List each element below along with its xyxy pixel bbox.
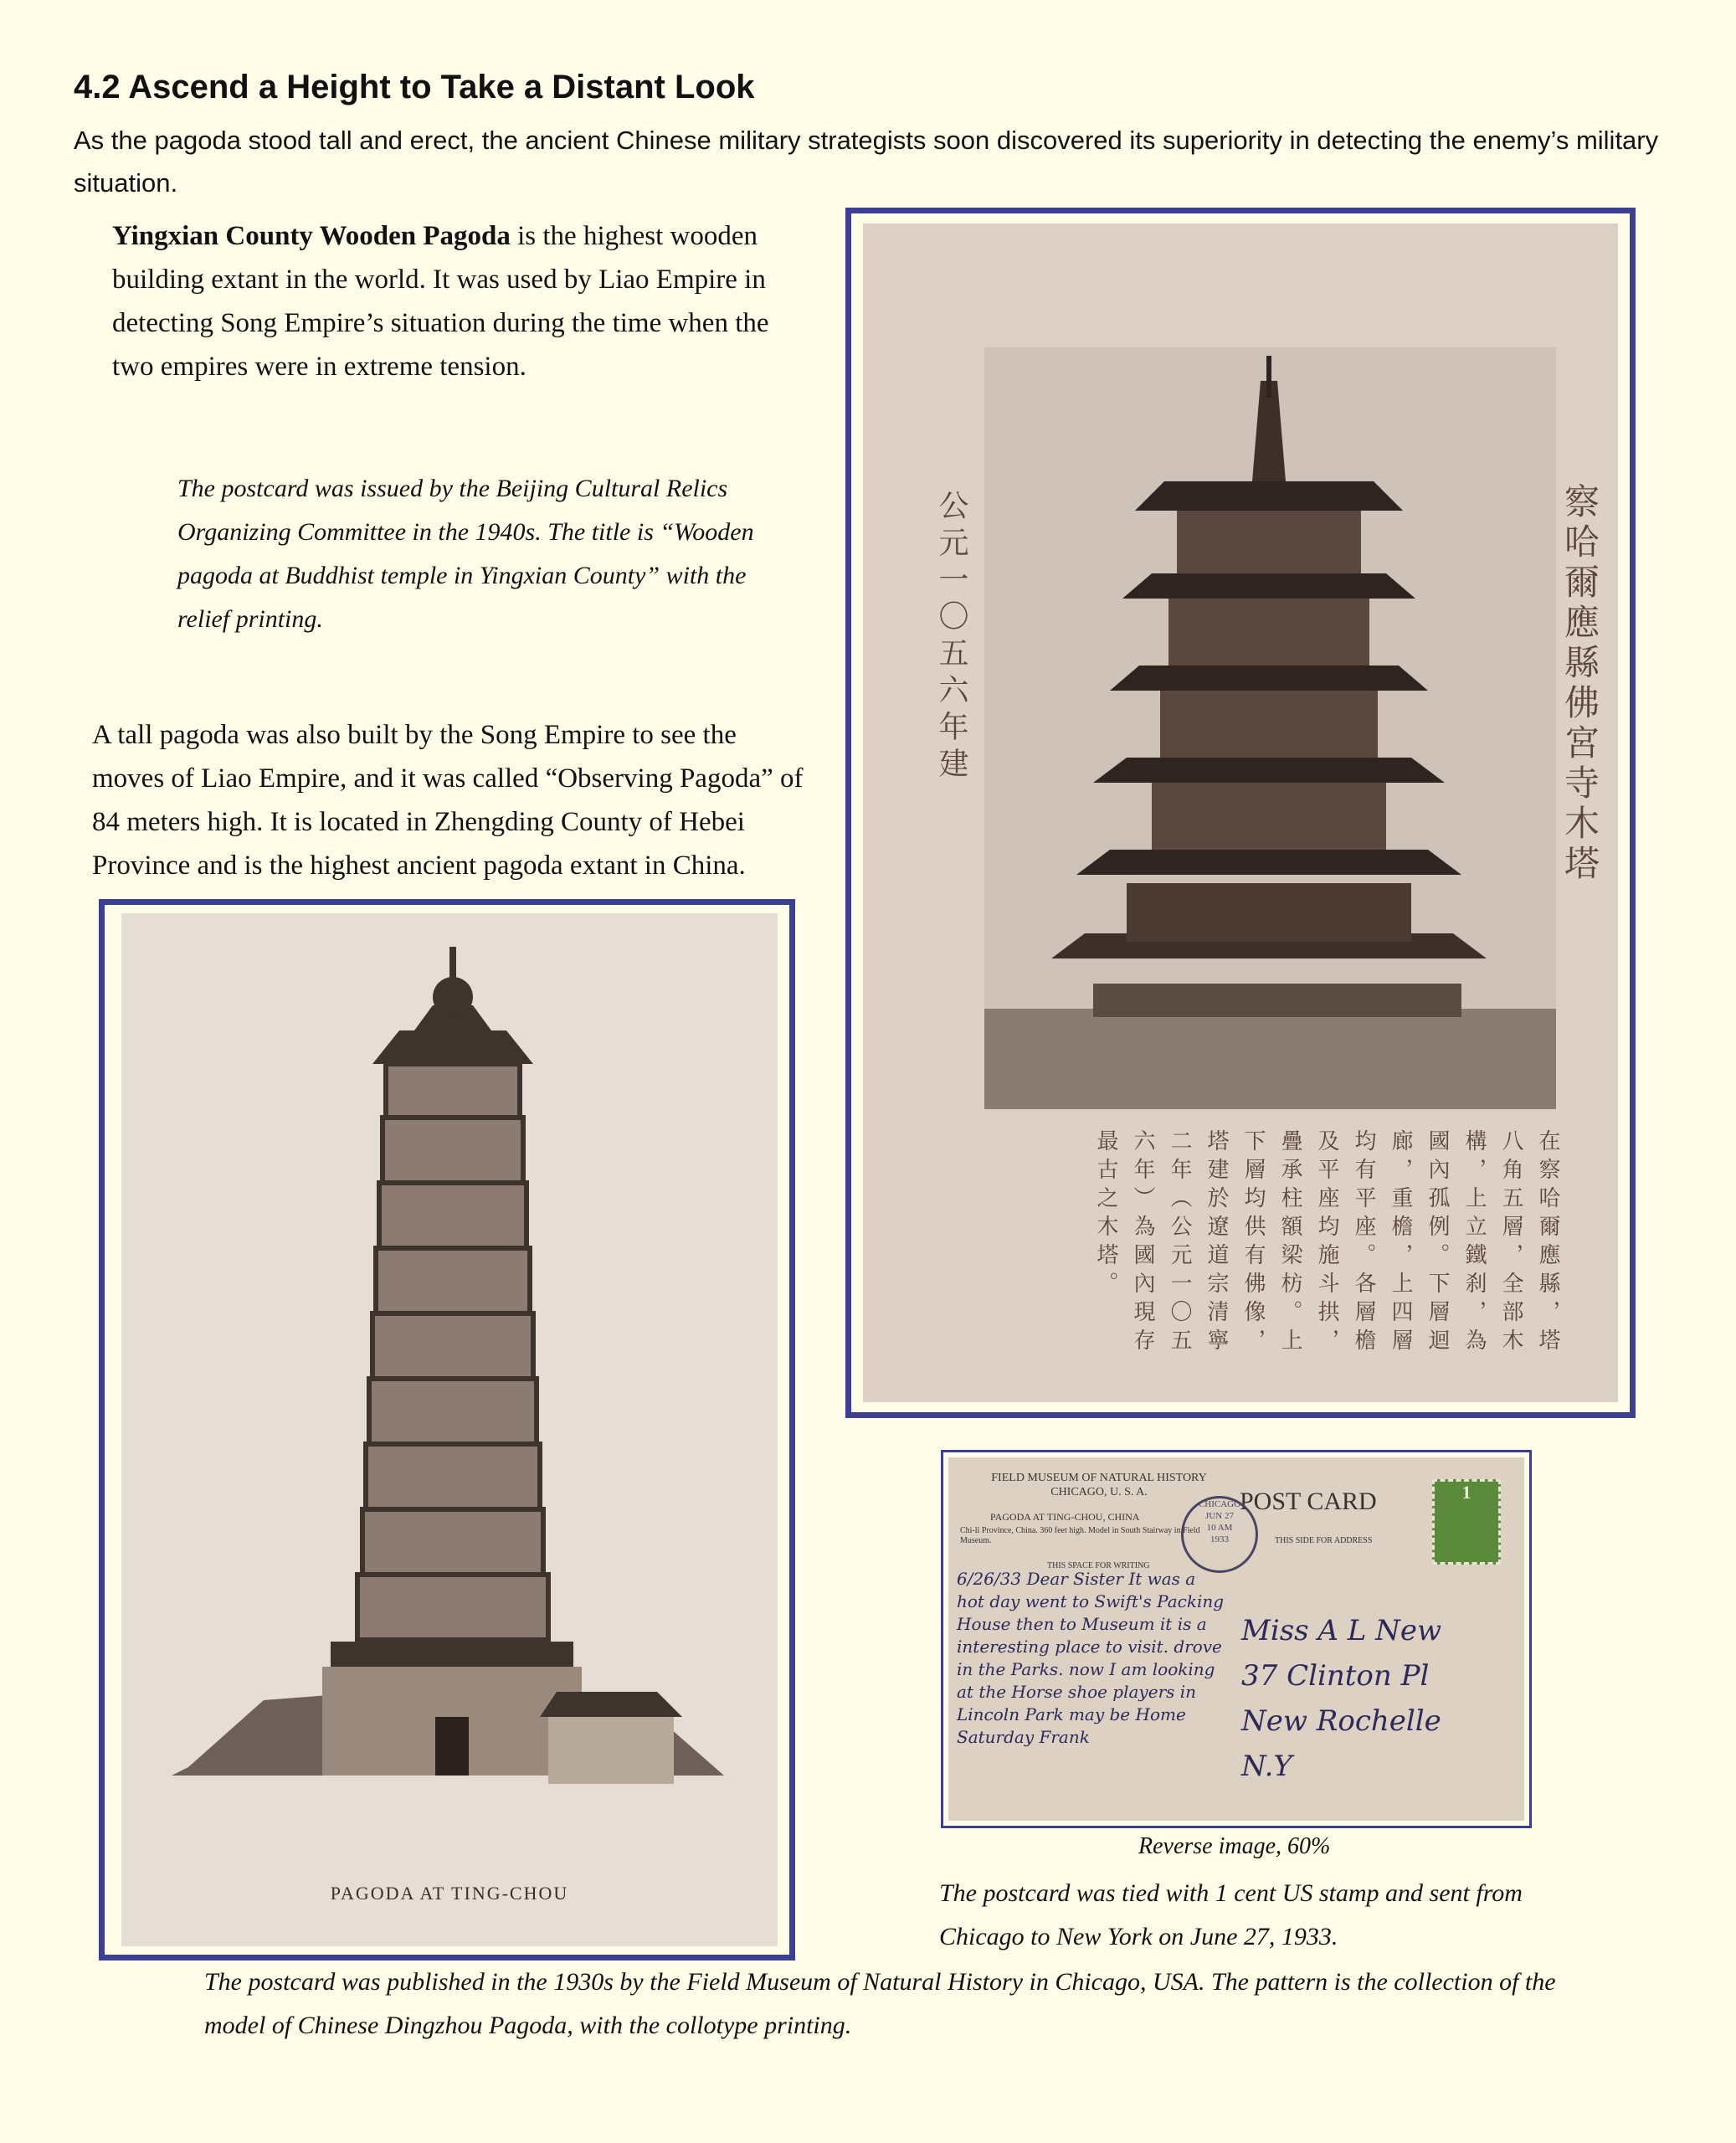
yingxian-name: Yingxian County Wooden Pagoda [112, 221, 511, 251]
dingzhou-caption: The postcard was published in the 1930s by the Field Museum of Natural History in Chicago, USA. The pattern is the collection of the model of Chinese Dingzhou Pagoda, with the collotype printing. [204, 1968, 1556, 2039]
yingxian-postcard-frame [845, 208, 1636, 1418]
postcard-year-chinese: 公元一〇五六年建 [934, 490, 968, 784]
yingxian-text: is the highest wooden building extant in the world. It was used by Liao Empire in detecting Song Empire’s situation during the time when the two empires were in extreme tension. [112, 221, 769, 382]
yingxian-paragraph [112, 214, 815, 388]
wooden-pagoda-illustration [984, 347, 1556, 1109]
reverse-postcard [948, 1457, 1524, 1821]
stamp-icon: 1 [1432, 1479, 1501, 1565]
reverse-postcard-frame [941, 1450, 1532, 1828]
dingzhou-photo-title: PAGODA AT TING-CHOU [330, 1883, 569, 1904]
section-intro: As the pagoda stood tall and erect, the ancient Chinese military strategists soon discovered its superiority in detecting the enemy’s military situation. [74, 126, 1659, 198]
reverse-caption: The postcard was tied with 1 cent US stamp and sent from Chicago to New York on June 27, 1933. [939, 1879, 1523, 1950]
handwritten-message: 6/26/33 Dear Sister It was a hot day went to Swift's Packing House then to Museum it is a interesting place to visit. drove in the Parks. now I am looking at the Horse shoe players in Lincoln Park may be Home Saturday Frank [957, 1569, 1225, 1747]
postcard-description-chinese: 在察哈爾應縣，塔八角五層，全部木構，上立鐵刹，為國內孤例。下層迴廊，重檐，上四層均有平座。各層檐及平座均施斗拱，疊承柱額梁枋。上下層均供有佛像，塔建於遼道宗清寧二年（公元一〇五六年）為國內現存最古之木塔。 [1093, 1129, 1560, 1357]
dingzhou-postcard-frame [99, 899, 795, 1961]
pagoda-line: PAGODA AT TING-CHOU, CHINA [990, 1511, 1140, 1523]
dingzhou-pagoda-illustration [121, 913, 784, 1951]
section-heading: 4.2 Ascend a Height to Take a Distant Look [74, 69, 755, 105]
address-hint: THIS SIDE FOR ADDRESS [1275, 1536, 1373, 1545]
museum-header: FIELD MUSEUM OF NATURAL HISTORY CHICAGO, U. S. A. [991, 1472, 1207, 1498]
handwritten-address: Miss A L New 37 Clinton Pl New Rochelle N.Y [1241, 1614, 1442, 1783]
post-card-heading: POST CARD [1240, 1488, 1377, 1515]
postcard-title-chinese: 察哈爾應縣佛宮寺木塔 [1559, 483, 1600, 885]
observing-paragraph: A tall pagoda was also built by the Song Empire to see the moves of Liao Empire, and it was called “Observing Pagoda” of 84 meters high. It is located in Zhengding County of Hebei Province and is the highest ancient pagoda extant in China. [92, 720, 804, 881]
reverse-image-label: Reverse image, 60% [1138, 1833, 1331, 1859]
yingxian-pagoda-photo [984, 347, 1556, 1109]
pagoda-detail: Chi-li Province, China. 360 feet high. Model in South Stairway in Field Museum. [960, 1526, 1200, 1545]
postmark: CHICAGO JUN 27 10 AM 1933 [1181, 1496, 1258, 1573]
yingxian-postcard [863, 224, 1618, 1402]
writing-hint: THIS SPACE FOR WRITING [1047, 1561, 1150, 1570]
yingxian-caption: The postcard was issued by the Beijing Cultural Relics Organizing Committee in the 1940s. The title is “Wooden pagoda at Buddhist temple in Yingxian County” with the relief printing. [177, 475, 754, 633]
dingzhou-postcard [121, 913, 778, 1946]
